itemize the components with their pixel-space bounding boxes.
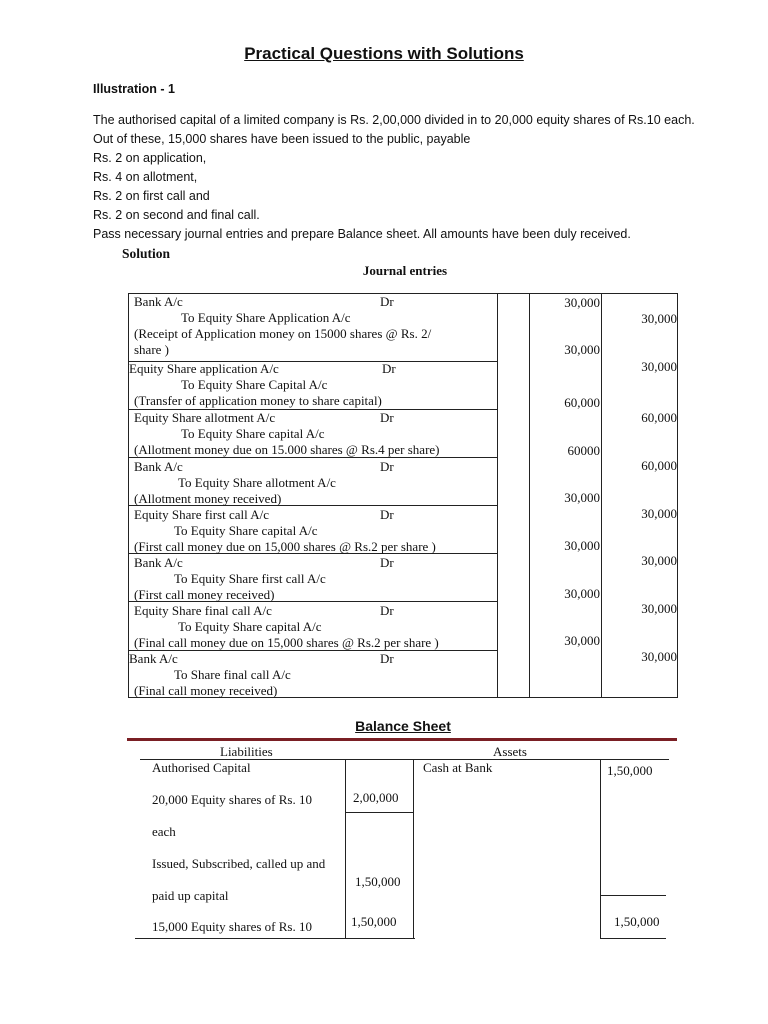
- debit-amount: 60000: [567, 443, 600, 458]
- column-divider: [345, 759, 346, 938]
- debit-amount: 30,000: [564, 342, 600, 357]
- journal-row: To Equity Share capital A/c: [178, 619, 322, 634]
- journal-row: To Equity Share Capital A/c: [181, 377, 328, 392]
- column-divider: [600, 759, 601, 938]
- journal-row: share ): [134, 342, 170, 357]
- credit-amount: 30,000: [641, 553, 677, 568]
- debit-amount: 60,000: [564, 395, 600, 410]
- solution-label: Solution: [122, 246, 171, 261]
- assets-bottom-line: [600, 938, 666, 939]
- journal-row: Equity Share first call A/c: [134, 507, 270, 522]
- journal-row: Bank A/c: [134, 459, 183, 474]
- question-line: Out of these, 15,000 shares have been issued to the public, payable: [93, 132, 471, 146]
- journal-row: (Allotment money due on 15.000 shares @ Rs.4 per share): [134, 442, 440, 457]
- journal-row: Bank A/c: [134, 555, 183, 570]
- journal-row: (Final call money received): [134, 683, 278, 698]
- journal-title: Journal entries: [362, 263, 448, 278]
- dr-label: Dr: [380, 294, 394, 309]
- question-line: Rs. 2 on second and final call.: [93, 208, 260, 222]
- assets-header: Assets: [493, 744, 527, 759]
- liability-line: each: [152, 824, 176, 839]
- question-line: Rs. 2 on first call and: [93, 189, 210, 203]
- liability-line: 20,000 Equity shares of Rs. 10: [152, 792, 312, 807]
- question-line: Rs. 2 on application,: [93, 151, 207, 165]
- journal-row: Equity Share application A/c: [129, 361, 279, 376]
- liability-line: Authorised Capital: [152, 760, 251, 775]
- column-divider: [413, 759, 414, 938]
- credit-amount: 60,000: [641, 458, 677, 473]
- asset-item: Cash at Bank: [423, 760, 493, 775]
- journal-row: Bank A/c: [134, 294, 183, 309]
- credit-amount: 30,000: [641, 311, 677, 326]
- journal-row: Equity Share final call A/c: [134, 603, 272, 618]
- journal-row: (Receipt of Application money on 15000 shares @ Rs. 2/: [134, 326, 432, 341]
- question-line: Rs. 4 on allotment,: [93, 170, 198, 184]
- dr-label: Dr: [380, 603, 394, 618]
- journal-row: To Equity Share capital A/c: [174, 523, 318, 538]
- dr-label: Dr: [380, 507, 394, 522]
- credit-amount: 30,000: [641, 649, 677, 664]
- debit-amount: 30,000: [564, 490, 600, 505]
- asset-amount: 1,50,000: [607, 763, 653, 778]
- debit-amount: 30,000: [564, 633, 600, 648]
- credit-amount: 30,000: [641, 601, 677, 616]
- page-title: Practical Questions with Solutions: [244, 44, 524, 63]
- question-line: The authorised capital of a limited company is Rs. 2,00,000 divided in to 20,000 equity shares of Rs.10 each.: [93, 113, 695, 127]
- journal-row: To Equity Share capital A/c: [181, 426, 325, 441]
- journal-row: (Allotment money received): [134, 491, 282, 506]
- liability-line: 15,000 Equity shares of Rs. 10: [152, 919, 312, 934]
- asset-total: 1,50,000: [614, 914, 660, 929]
- asset-underline: [600, 895, 666, 896]
- header-rule: [127, 738, 677, 741]
- balance-sheet-title: Balance Sheet: [355, 718, 451, 734]
- journal-row: To Equity Share Application A/c: [181, 310, 351, 325]
- illustration-label: Illustration - 1: [93, 82, 175, 96]
- journal-row: To Share final call A/c: [174, 667, 291, 682]
- column-divider: [497, 293, 498, 698]
- journal-row: (First call money received): [134, 587, 275, 602]
- debit-amount: 30,000: [564, 538, 600, 553]
- credit-amount: 30,000: [641, 359, 677, 374]
- debit-amount: 30,000: [564, 586, 600, 601]
- journal-row: (Transfer of application money to share capital): [134, 393, 382, 408]
- liability-line: paid up capital: [152, 888, 229, 903]
- liabilities-header: Liabilities: [220, 744, 273, 759]
- journal-row: Equity Share allotment A/c: [134, 410, 276, 425]
- liability-amount: 2,00,000: [353, 790, 399, 805]
- journal-row: Bank A/c: [129, 651, 178, 666]
- question-line: Pass necessary journal entries and prepare Balance sheet. All amounts have been duly received.: [93, 227, 631, 241]
- liability-amount: 1,50,000: [355, 874, 401, 889]
- credit-amount: 60,000: [641, 410, 677, 425]
- dr-label: Dr: [382, 361, 396, 376]
- debit-amount: 30,000: [564, 295, 600, 310]
- dr-label: Dr: [380, 651, 394, 666]
- dr-label: Dr: [380, 555, 394, 570]
- liability-line: Issued, Subscribed, called up and: [152, 856, 326, 871]
- dr-label: Dr: [380, 459, 394, 474]
- journal-row: (First call money due on 15,000 shares @ Rs.2 per share ): [134, 539, 436, 554]
- liability-amount: 1,50,000: [351, 914, 397, 929]
- column-divider: [601, 293, 602, 698]
- journal-row: (Final call money due on 15,000 shares @ Rs.2 per share ): [134, 635, 439, 650]
- credit-amount: 30,000: [641, 506, 677, 521]
- dr-label: Dr: [380, 410, 394, 425]
- amount-underline: [345, 812, 413, 813]
- liabilities-bottom-line: [135, 938, 415, 939]
- journal-row: To Equity Share first call A/c: [174, 571, 326, 586]
- journal-row: To Equity Share allotment A/c: [178, 475, 336, 490]
